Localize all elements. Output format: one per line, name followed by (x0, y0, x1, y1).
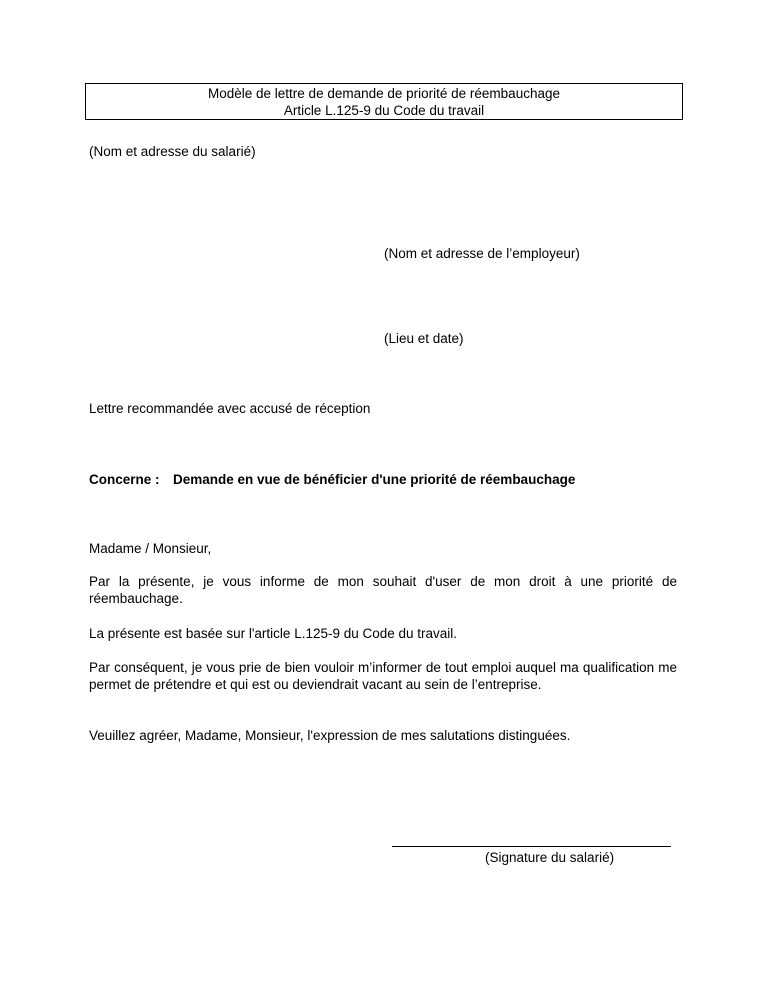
salutation: Madame / Monsieur, (89, 541, 212, 556)
delivery-mode: Lettre recommandée avec accusé de réception (89, 401, 371, 416)
body-paragraph-1: Par la présente, je vous informe de mon souhait d'user de mon droit à une priorité de réembauchage. (89, 574, 677, 606)
body-paragraph-3: Par conséquent, je vous prie de bien vouloir m’informer de tout emploi auquel ma qualification me permet de prétendre et qui est ou deviendrait vacant au sein de l’entreprise. (89, 660, 677, 692)
signature-label: (Signature du salarié) (485, 850, 615, 865)
body-paragraph-4: Veuillez agréer, Madame, Monsieur, l'expression de mes salutations distinguées. (89, 728, 571, 743)
place-date-placeholder: (Lieu et date) (384, 331, 464, 346)
signature-line (392, 846, 671, 847)
sender-placeholder: (Nom et adresse du salarié) (89, 144, 256, 159)
document-title: Modèle de lettre de demande de priorité de réembauchage (208, 86, 560, 101)
subject-line (89, 471, 575, 488)
recipient-placeholder: (Nom et adresse de l’employeur) (384, 246, 580, 261)
subject-label: Concerne : (89, 472, 160, 487)
document-title-box (85, 83, 683, 120)
document-subtitle: Article L.125-9 du Code du travail (283, 103, 485, 118)
body-paragraph-2: La présente est basée sur l'article L.125-9 du Code du travail. (89, 626, 458, 641)
subject-text: Demande en vue de bénéficier d'une priorité de réembauchage (173, 472, 576, 487)
